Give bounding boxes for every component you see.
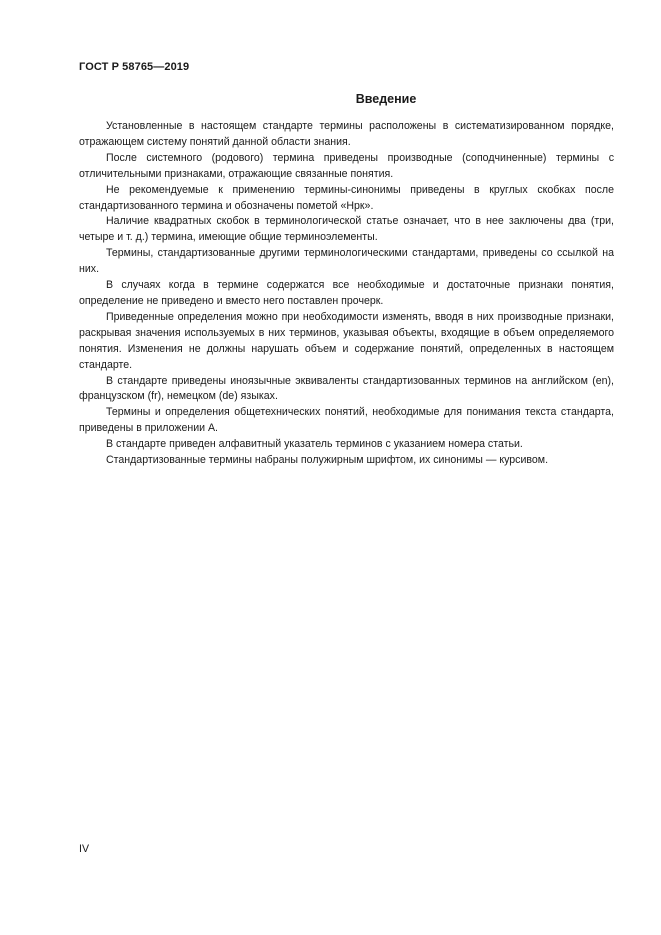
paragraph: В случаях когда в термине содержатся все необходимые и достаточные признаки понятия, определение не приведено и вместо него поставлен прочерк. <box>79 279 614 307</box>
paragraph: В стандарте приведен алфавитный указатель терминов с указанием номера статьи. <box>106 438 523 451</box>
paragraph: Термины, стандартизованные другими терминологическими стандартами, приведены со ссылкой на них. <box>79 247 614 276</box>
section-title: Введение <box>355 92 417 106</box>
paragraph: Установленные в настоящем стандарте термины расположены в систематизированном порядке, отражающем систему понятий данной области знания. <box>79 120 614 148</box>
paragraph: В стандарте приведены иноязычные эквиваленты стандартизованных терминов на английском (en), французском (fr), немецком (de) языках. <box>79 374 614 403</box>
paragraph: Термины и определения общетехнических понятий, необходимые для понимания текста стандарта, приведены в приложении А. <box>79 406 614 435</box>
paragraph: Стандартизованные термины набраны полужирным шрифтом, их синонимы — курсивом. <box>106 454 549 467</box>
paragraph: Наличие квадратных скобок в терминологической статье означает, что в нее заключены два (три, четыре и т. д.) термина, имеющие общие терминоэлементы. <box>79 215 614 244</box>
paragraph: Не рекомендуемые к применению термины-синонимы приведены в круглых скобках после стандартизованного термина и обозначены пометой «Нрк». <box>79 183 614 212</box>
document-header: ГОСТ Р 58765—2019 <box>79 61 190 73</box>
paragraph: После системного (родового) термина приведены производные (соподчиненные) термины с отличительными признаками, отражающие связанные понятия. <box>79 151 614 180</box>
paragraph: Приведенные определения можно при необходимости изменять, вводя в них производные признаки, раскрывая значения используемых в них терминов, указывая объекты, входящие в объем определяемого понятия. Изменения не должны нарушать объем и содержание понятий, определенных в настоящем стандарте. <box>79 310 614 371</box>
page-number: IV <box>79 843 90 855</box>
body-text <box>79 119 614 469</box>
